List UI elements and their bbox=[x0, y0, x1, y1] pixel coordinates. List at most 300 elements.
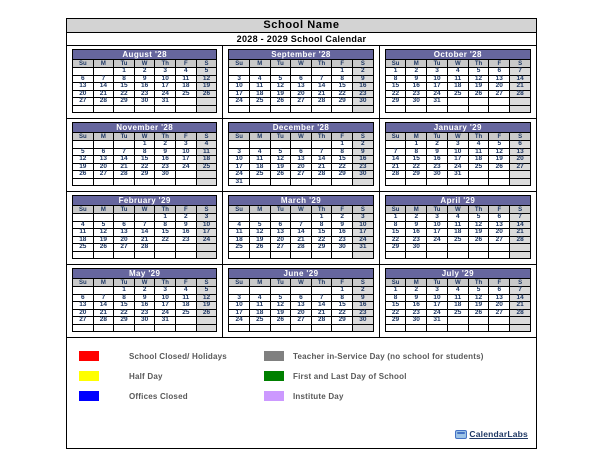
day-cell: 12 bbox=[468, 75, 489, 83]
day-cell bbox=[468, 105, 489, 112]
day-of-week-header: Su bbox=[385, 206, 406, 214]
day-cell bbox=[291, 324, 312, 331]
day-cell: 30 bbox=[427, 171, 448, 179]
day-cell: 26 bbox=[73, 171, 94, 179]
day-of-week-header: M bbox=[249, 60, 270, 68]
month-title: July '29 bbox=[385, 269, 530, 279]
legend-item-offices-closed bbox=[79, 386, 264, 406]
day-cell: 16 bbox=[352, 302, 373, 310]
month-title: June '29 bbox=[229, 269, 373, 279]
day-cell: 4 bbox=[447, 68, 468, 76]
day-cell: 27 bbox=[114, 244, 135, 252]
day-cell: 7 bbox=[291, 221, 312, 229]
day-cell bbox=[447, 105, 468, 112]
month-calendar bbox=[67, 46, 223, 119]
day-cell: 12 bbox=[468, 294, 489, 302]
day-cell bbox=[249, 324, 270, 331]
day-cell: 12 bbox=[93, 229, 114, 237]
day-cell: 22 bbox=[332, 90, 353, 98]
legend-label: Half Day bbox=[129, 371, 163, 381]
day-cell: 9 bbox=[155, 148, 176, 156]
day-of-week-header: W bbox=[291, 279, 312, 287]
day-cell: 22 bbox=[385, 90, 406, 98]
day-cell: 2 bbox=[134, 287, 155, 295]
day-cell: 15 bbox=[406, 156, 427, 164]
day-cell bbox=[489, 317, 510, 325]
day-cell: 8 bbox=[385, 221, 406, 229]
day-cell: 18 bbox=[176, 83, 197, 91]
day-cell: 5 bbox=[270, 75, 291, 83]
day-cell: 6 bbox=[489, 214, 510, 222]
day-cell bbox=[489, 251, 510, 258]
day-of-week-header: W bbox=[291, 60, 312, 68]
day-cell bbox=[427, 251, 448, 258]
day-cell: 15 bbox=[385, 229, 406, 237]
day-of-week-header: W bbox=[134, 133, 155, 141]
day-cell bbox=[311, 251, 332, 258]
day-cell: 24 bbox=[155, 90, 176, 98]
day-cell bbox=[311, 105, 332, 112]
day-cell: 29 bbox=[114, 317, 135, 325]
day-cell: 1 bbox=[114, 68, 135, 76]
day-cell bbox=[291, 68, 312, 76]
legend-item-teacher-inservice bbox=[264, 346, 484, 366]
day-cell: 27 bbox=[73, 317, 94, 325]
day-of-week-header: Th bbox=[468, 206, 489, 214]
day-cell bbox=[114, 105, 135, 112]
day-cell: 3 bbox=[427, 68, 448, 76]
day-cell: 27 bbox=[270, 244, 291, 252]
day-cell: 24 bbox=[427, 90, 448, 98]
day-cell bbox=[176, 171, 197, 179]
day-cell: 2 bbox=[352, 141, 373, 149]
legend-item-half-day bbox=[79, 366, 264, 386]
day-cell: 24 bbox=[196, 236, 217, 244]
day-cell: 27 bbox=[291, 98, 312, 106]
day-cell: 4 bbox=[249, 148, 270, 156]
day-cell: 11 bbox=[229, 229, 250, 237]
day-cell: 28 bbox=[311, 98, 332, 106]
day-cell: 30 bbox=[134, 317, 155, 325]
day-cell bbox=[270, 251, 291, 258]
month-table bbox=[228, 268, 373, 332]
day-cell: 12 bbox=[468, 221, 489, 229]
day-cell: 19 bbox=[249, 236, 270, 244]
day-cell: 17 bbox=[229, 163, 250, 171]
day-cell: 30 bbox=[134, 98, 155, 106]
day-cell: 23 bbox=[352, 163, 373, 171]
day-cell: 21 bbox=[385, 163, 406, 171]
day-cell: 1 bbox=[385, 214, 406, 222]
month-calendar bbox=[67, 119, 223, 192]
day-cell bbox=[249, 214, 270, 222]
day-cell: 9 bbox=[176, 221, 197, 229]
day-cell bbox=[468, 171, 489, 179]
day-cell: 29 bbox=[311, 244, 332, 252]
day-cell: 25 bbox=[249, 171, 270, 179]
legend-label: Offices Closed bbox=[129, 391, 188, 401]
day-cell: 7 bbox=[134, 221, 155, 229]
day-cell: 9 bbox=[406, 221, 427, 229]
day-of-week-header: M bbox=[93, 133, 114, 141]
day-cell: 9 bbox=[352, 148, 373, 156]
day-cell: 29 bbox=[385, 244, 406, 252]
day-cell bbox=[332, 251, 353, 258]
day-cell: 2 bbox=[155, 141, 176, 149]
day-of-week-header: Tu bbox=[427, 60, 448, 68]
day-cell: 4 bbox=[196, 141, 217, 149]
day-cell: 14 bbox=[311, 302, 332, 310]
day-of-week-header: M bbox=[406, 133, 427, 141]
day-cell: 13 bbox=[510, 148, 531, 156]
day-cell: 1 bbox=[385, 287, 406, 295]
day-cell bbox=[447, 317, 468, 325]
day-cell: 23 bbox=[155, 163, 176, 171]
day-cell: 18 bbox=[468, 156, 489, 164]
day-cell: 5 bbox=[196, 68, 217, 76]
day-of-week-header: W bbox=[134, 279, 155, 287]
day-cell: 28 bbox=[93, 98, 114, 106]
day-cell: 21 bbox=[134, 236, 155, 244]
day-cell: 20 bbox=[114, 236, 135, 244]
day-cell: 24 bbox=[229, 317, 250, 325]
day-of-week-header: M bbox=[406, 279, 427, 287]
day-cell bbox=[229, 214, 250, 222]
day-of-week-header: Tu bbox=[270, 279, 291, 287]
day-cell bbox=[73, 214, 94, 222]
day-of-week-header: F bbox=[489, 279, 510, 287]
day-cell: 10 bbox=[427, 294, 448, 302]
day-of-week-header: F bbox=[332, 206, 353, 214]
day-cell: 21 bbox=[291, 236, 312, 244]
day-cell: 29 bbox=[332, 317, 353, 325]
day-of-week-header: F bbox=[332, 60, 353, 68]
day-cell bbox=[134, 105, 155, 112]
day-cell bbox=[114, 214, 135, 222]
day-cell bbox=[291, 214, 312, 222]
day-cell: 6 bbox=[73, 294, 94, 302]
day-cell: 6 bbox=[73, 75, 94, 83]
day-cell: 16 bbox=[406, 83, 427, 91]
day-cell: 15 bbox=[134, 156, 155, 164]
month-title: November '28 bbox=[73, 123, 217, 133]
day-of-week-header: S bbox=[510, 60, 531, 68]
day-cell: 3 bbox=[427, 287, 448, 295]
day-cell: 29 bbox=[385, 317, 406, 325]
day-cell: 30 bbox=[352, 317, 373, 325]
day-cell: 20 bbox=[489, 302, 510, 310]
day-cell: 7 bbox=[93, 294, 114, 302]
day-of-week-header: Su bbox=[385, 133, 406, 141]
day-cell: 14 bbox=[291, 229, 312, 237]
month-table bbox=[228, 49, 373, 113]
day-cell: 5 bbox=[489, 141, 510, 149]
calendar-icon bbox=[455, 430, 467, 439]
day-of-week-header: F bbox=[176, 60, 197, 68]
day-cell: 20 bbox=[291, 309, 312, 317]
day-cell: 13 bbox=[489, 221, 510, 229]
day-cell: 26 bbox=[93, 244, 114, 252]
day-cell: 3 bbox=[229, 75, 250, 83]
legend-label: Teacher in-Service Day (no school for students) bbox=[293, 351, 484, 361]
day-cell: 5 bbox=[468, 68, 489, 76]
day-cell: 9 bbox=[134, 294, 155, 302]
day-cell: 23 bbox=[134, 309, 155, 317]
day-cell: 21 bbox=[114, 163, 135, 171]
legend-item-school-closed bbox=[79, 346, 264, 366]
day-of-week-header: Th bbox=[311, 206, 332, 214]
day-cell bbox=[385, 105, 406, 112]
day-of-week-header: Tu bbox=[114, 279, 135, 287]
day-cell: 15 bbox=[114, 83, 135, 91]
day-cell: 26 bbox=[196, 309, 217, 317]
day-cell: 30 bbox=[406, 317, 427, 325]
day-cell: 8 bbox=[332, 294, 353, 302]
day-cell: 23 bbox=[352, 309, 373, 317]
day-cell: 12 bbox=[196, 294, 217, 302]
day-of-week-header: Su bbox=[73, 206, 94, 214]
day-cell: 4 bbox=[176, 287, 197, 295]
day-cell bbox=[93, 324, 114, 331]
day-cell: 27 bbox=[73, 98, 94, 106]
day-cell: 22 bbox=[114, 309, 135, 317]
day-of-week-header: W bbox=[447, 206, 468, 214]
day-cell: 16 bbox=[134, 83, 155, 91]
day-cell: 7 bbox=[93, 75, 114, 83]
day-cell: 8 bbox=[385, 294, 406, 302]
day-cell: 22 bbox=[332, 163, 353, 171]
day-cell: 6 bbox=[291, 75, 312, 83]
day-of-week-header: F bbox=[332, 133, 353, 141]
day-cell: 14 bbox=[311, 156, 332, 164]
day-cell bbox=[176, 244, 197, 252]
day-cell: 14 bbox=[134, 229, 155, 237]
calendarlabs-logo[interactable] bbox=[455, 429, 528, 439]
day-cell: 13 bbox=[73, 83, 94, 91]
day-cell: 17 bbox=[196, 229, 217, 237]
day-cell: 28 bbox=[291, 244, 312, 252]
day-cell bbox=[196, 178, 217, 185]
day-cell: 2 bbox=[352, 68, 373, 76]
day-cell bbox=[249, 68, 270, 76]
day-cell bbox=[427, 244, 448, 252]
day-cell: 25 bbox=[229, 244, 250, 252]
day-cell bbox=[196, 251, 217, 258]
day-cell: 24 bbox=[176, 163, 197, 171]
day-cell: 9 bbox=[352, 294, 373, 302]
day-cell: 23 bbox=[427, 163, 448, 171]
day-cell bbox=[93, 287, 114, 295]
day-cell bbox=[73, 324, 94, 331]
day-of-week-header: S bbox=[352, 206, 373, 214]
day-cell bbox=[270, 68, 291, 76]
day-cell: 9 bbox=[406, 75, 427, 83]
day-cell: 3 bbox=[155, 287, 176, 295]
day-cell: 21 bbox=[311, 163, 332, 171]
day-cell bbox=[468, 317, 489, 325]
day-cell: 5 bbox=[468, 214, 489, 222]
day-cell: 24 bbox=[229, 98, 250, 106]
day-cell bbox=[196, 171, 217, 179]
legend-label: First and Last Day of School bbox=[293, 371, 407, 381]
day-cell: 29 bbox=[332, 98, 353, 106]
day-cell bbox=[176, 324, 197, 331]
day-of-week-header: F bbox=[176, 206, 197, 214]
day-cell: 8 bbox=[134, 148, 155, 156]
day-cell: 20 bbox=[510, 156, 531, 164]
day-cell: 20 bbox=[489, 229, 510, 237]
day-cell: 4 bbox=[229, 221, 250, 229]
day-cell: 1 bbox=[332, 68, 353, 76]
day-cell: 2 bbox=[406, 287, 427, 295]
day-cell: 16 bbox=[155, 156, 176, 164]
day-cell bbox=[385, 324, 406, 331]
day-cell: 17 bbox=[155, 83, 176, 91]
day-cell bbox=[385, 251, 406, 258]
day-cell: 15 bbox=[114, 302, 135, 310]
month-calendar bbox=[67, 265, 223, 338]
day-cell bbox=[155, 105, 176, 112]
day-cell: 20 bbox=[291, 90, 312, 98]
day-cell: 16 bbox=[406, 302, 427, 310]
day-cell: 19 bbox=[196, 302, 217, 310]
day-cell: 23 bbox=[406, 90, 427, 98]
day-of-week-header: Tu bbox=[114, 206, 135, 214]
day-cell: 11 bbox=[447, 294, 468, 302]
day-of-week-header: W bbox=[134, 206, 155, 214]
day-of-week-header: Tu bbox=[427, 206, 448, 214]
day-cell bbox=[249, 141, 270, 149]
red-swatch-icon bbox=[79, 351, 99, 361]
day-cell: 25 bbox=[176, 309, 197, 317]
day-of-week-header: Su bbox=[229, 60, 250, 68]
day-cell: 10 bbox=[229, 156, 250, 164]
day-cell: 23 bbox=[332, 236, 353, 244]
day-cell bbox=[489, 105, 510, 112]
month-title: April '29 bbox=[385, 196, 530, 206]
day-of-week-header: Su bbox=[229, 133, 250, 141]
day-cell bbox=[447, 324, 468, 331]
day-cell: 4 bbox=[447, 287, 468, 295]
day-cell: 16 bbox=[134, 302, 155, 310]
day-cell: 6 bbox=[270, 221, 291, 229]
day-cell: 18 bbox=[73, 236, 94, 244]
day-cell: 3 bbox=[352, 214, 373, 222]
day-cell bbox=[447, 244, 468, 252]
day-cell: 24 bbox=[155, 309, 176, 317]
day-cell bbox=[93, 214, 114, 222]
day-cell: 21 bbox=[510, 302, 531, 310]
day-cell: 15 bbox=[332, 302, 353, 310]
day-cell bbox=[291, 287, 312, 295]
day-of-week-header: Su bbox=[385, 279, 406, 287]
month-table bbox=[385, 268, 531, 332]
day-cell: 26 bbox=[468, 90, 489, 98]
day-of-week-header: Tu bbox=[427, 133, 448, 141]
day-cell: 3 bbox=[229, 294, 250, 302]
day-cell: 6 bbox=[489, 287, 510, 295]
day-cell: 12 bbox=[270, 83, 291, 91]
day-cell: 27 bbox=[510, 163, 531, 171]
day-cell: 22 bbox=[155, 236, 176, 244]
day-cell: 4 bbox=[468, 141, 489, 149]
day-cell: 7 bbox=[311, 75, 332, 83]
day-cell: 18 bbox=[447, 302, 468, 310]
day-cell: 15 bbox=[385, 83, 406, 91]
day-cell: 22 bbox=[385, 309, 406, 317]
day-cell: 3 bbox=[447, 141, 468, 149]
day-cell bbox=[155, 244, 176, 252]
day-cell bbox=[468, 251, 489, 258]
day-of-week-header: M bbox=[249, 279, 270, 287]
day-cell bbox=[176, 98, 197, 106]
day-cell: 19 bbox=[468, 302, 489, 310]
day-cell: 11 bbox=[447, 75, 468, 83]
day-cell bbox=[510, 324, 531, 331]
day-cell: 21 bbox=[510, 229, 531, 237]
day-cell: 13 bbox=[73, 302, 94, 310]
day-cell: 29 bbox=[134, 171, 155, 179]
day-cell: 12 bbox=[270, 302, 291, 310]
day-of-week-header: F bbox=[489, 206, 510, 214]
day-cell: 1 bbox=[406, 141, 427, 149]
day-cell: 8 bbox=[114, 294, 135, 302]
day-cell bbox=[510, 251, 531, 258]
day-of-week-header: M bbox=[93, 206, 114, 214]
day-cell: 6 bbox=[489, 68, 510, 76]
day-of-week-header: S bbox=[352, 133, 373, 141]
day-cell bbox=[196, 244, 217, 252]
day-cell: 17 bbox=[229, 309, 250, 317]
day-cell bbox=[406, 251, 427, 258]
day-cell: 26 bbox=[270, 98, 291, 106]
day-cell bbox=[427, 178, 448, 185]
day-cell: 17 bbox=[229, 90, 250, 98]
month-title: January '29 bbox=[385, 123, 530, 133]
day-cell: 25 bbox=[73, 244, 94, 252]
day-cell: 23 bbox=[406, 309, 427, 317]
day-of-week-header: W bbox=[291, 206, 312, 214]
day-cell: 6 bbox=[114, 221, 135, 229]
day-cell: 8 bbox=[114, 75, 135, 83]
day-cell: 10 bbox=[176, 148, 197, 156]
day-cell bbox=[468, 178, 489, 185]
day-cell: 28 bbox=[311, 171, 332, 179]
day-cell: 14 bbox=[93, 83, 114, 91]
day-cell bbox=[73, 141, 94, 149]
day-cell: 10 bbox=[427, 221, 448, 229]
day-cell: 11 bbox=[447, 221, 468, 229]
day-of-week-header: W bbox=[134, 60, 155, 68]
month-title: March '29 bbox=[229, 196, 373, 206]
day-cell: 18 bbox=[176, 302, 197, 310]
month-title: May '29 bbox=[73, 269, 217, 279]
day-of-week-header: Th bbox=[311, 133, 332, 141]
day-cell: 19 bbox=[270, 90, 291, 98]
day-cell: 25 bbox=[447, 309, 468, 317]
day-cell bbox=[332, 178, 353, 186]
day-cell: 5 bbox=[468, 287, 489, 295]
day-cell bbox=[196, 105, 217, 112]
purple-swatch-icon bbox=[264, 391, 284, 401]
day-cell bbox=[291, 141, 312, 149]
day-cell: 22 bbox=[134, 163, 155, 171]
day-cell: 16 bbox=[427, 156, 448, 164]
day-cell bbox=[176, 105, 197, 112]
day-cell: 17 bbox=[447, 156, 468, 164]
day-cell: 27 bbox=[291, 171, 312, 179]
month-table bbox=[72, 122, 217, 186]
